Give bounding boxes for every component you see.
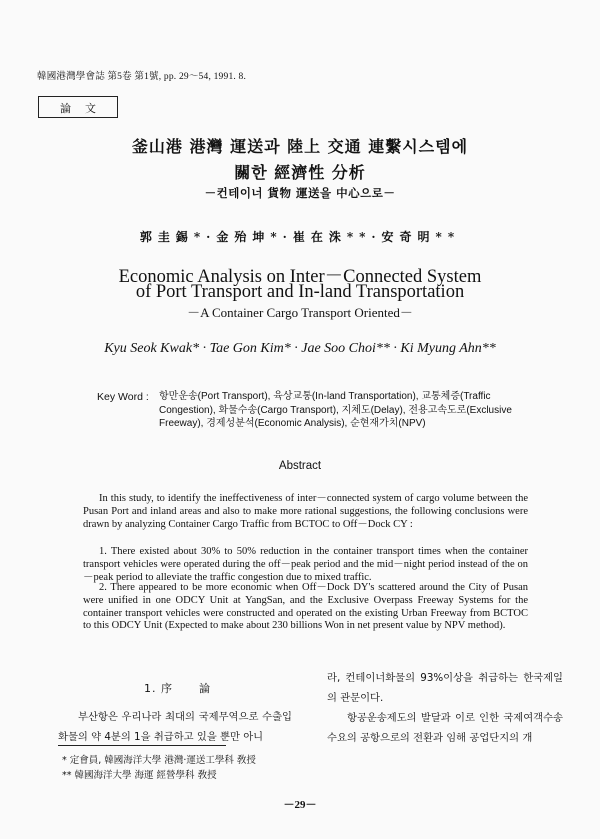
abstract-heading: Abstract: [278, 460, 322, 472]
page-number: －29－: [283, 799, 317, 811]
article-type-box: [38, 96, 118, 118]
korean-subtitle: －컨테이너 貨物 運送을 中心으로－: [204, 186, 396, 200]
section-number: 1. 序: [144, 682, 173, 695]
abstract-paragraph-1: In this study, to identify the ineffectiveness of inter－connected system of cargo volume between the Pusan Port and inland areas and also to make more rational suggestions, the following conclusions were drawn by analyzing Container Cargo Traffic from BCTOC to Off－Dock CY :: [83, 493, 528, 530]
keyword-list: 항만운송(Port Transport), 육상교통(In-land Transportation), 교통체증(Traffic Congestion), 화물수송(Cargo Transport), 지체도(Delay), 전용고속도로(Exclusive Freeway), 경제성분석(Economic Analysis), 순현재가치(NPV): [159, 391, 512, 429]
footnote-rule: [58, 745, 226, 746]
body-right-column: [327, 668, 563, 748]
footnote-2: ** 韓國海洋大學 海運 經營學科 敎授: [62, 770, 217, 781]
english-subtitle: －A Container Cargo Transport Oriented－: [187, 305, 413, 320]
body-right-paragraph-2: 항공운송제도의 발달과 이로 인한 국제여객수송수요의 공항으로의 전환과 임해 공업단지의 개: [327, 712, 563, 744]
abstract-paragraph-3: 2. There appeared to be more economic when Off－Dock DY's scattered around the City of Pusan were unified in one ODCY Unit at YangSan, and the Exclusive Overpass Freeway Systems for the container transport vehicles were constructed and operated on the existing Urban Freeway from BCTOC to this ODCY Unit (Expected to make about 230 billions Won in net present value by NPV method).: [83, 582, 528, 632]
keyword-label: Key Word :: [97, 391, 149, 403]
journal-citation: 韓國港灣學會誌 第5卷 第1號, pp. 29～54, 1991. 8.: [37, 72, 247, 82]
korean-title-line-2: 關한 經濟性 分析: [234, 163, 366, 182]
english-authors: Kyu Seok Kwak* · Tae Gon Kim* · Jae Soo Choi** · Ki Myung Ahn**: [104, 341, 496, 356]
english-title-line-2: of Port Transport and In-land Transportation: [135, 282, 465, 302]
section-title: 論: [199, 682, 211, 695]
abstract-paragraph-2: 1. There existed about 30% to 50% reduction in the container transport times when the container transport vehicles were operated during the off－peak period and the mid－night period instead of the on－peak period to alleviate the traffic congestion due to mixed traffic.: [83, 546, 528, 583]
korean-authors: 郭圭錫*·金殆坤*·崔在洙**·安奇明**: [139, 230, 461, 244]
body-left-column: 부산항은 우리나라 최대의 국제무역으로 수출입화물의 약 4분의 1을 취급하고 있을 뿐만 아니: [58, 711, 292, 743]
section-heading: [144, 680, 211, 696]
article-type-label: 論文: [60, 102, 110, 115]
korean-title-line-1: 釜山港 港灣 運送과 陸上 交通 連繫시스템에: [131, 137, 469, 156]
english-title-line-1: Economic Analysis on Inter－Connected System: [118, 267, 482, 287]
body-right-paragraph-1: 라, 컨테이너화물의 93%이상을 취급하는 한국제일의 관문이다.: [327, 672, 563, 704]
footnote-1: * 定會員, 韓國海洋大學 港灣·運送工學科 敎授: [62, 755, 256, 766]
